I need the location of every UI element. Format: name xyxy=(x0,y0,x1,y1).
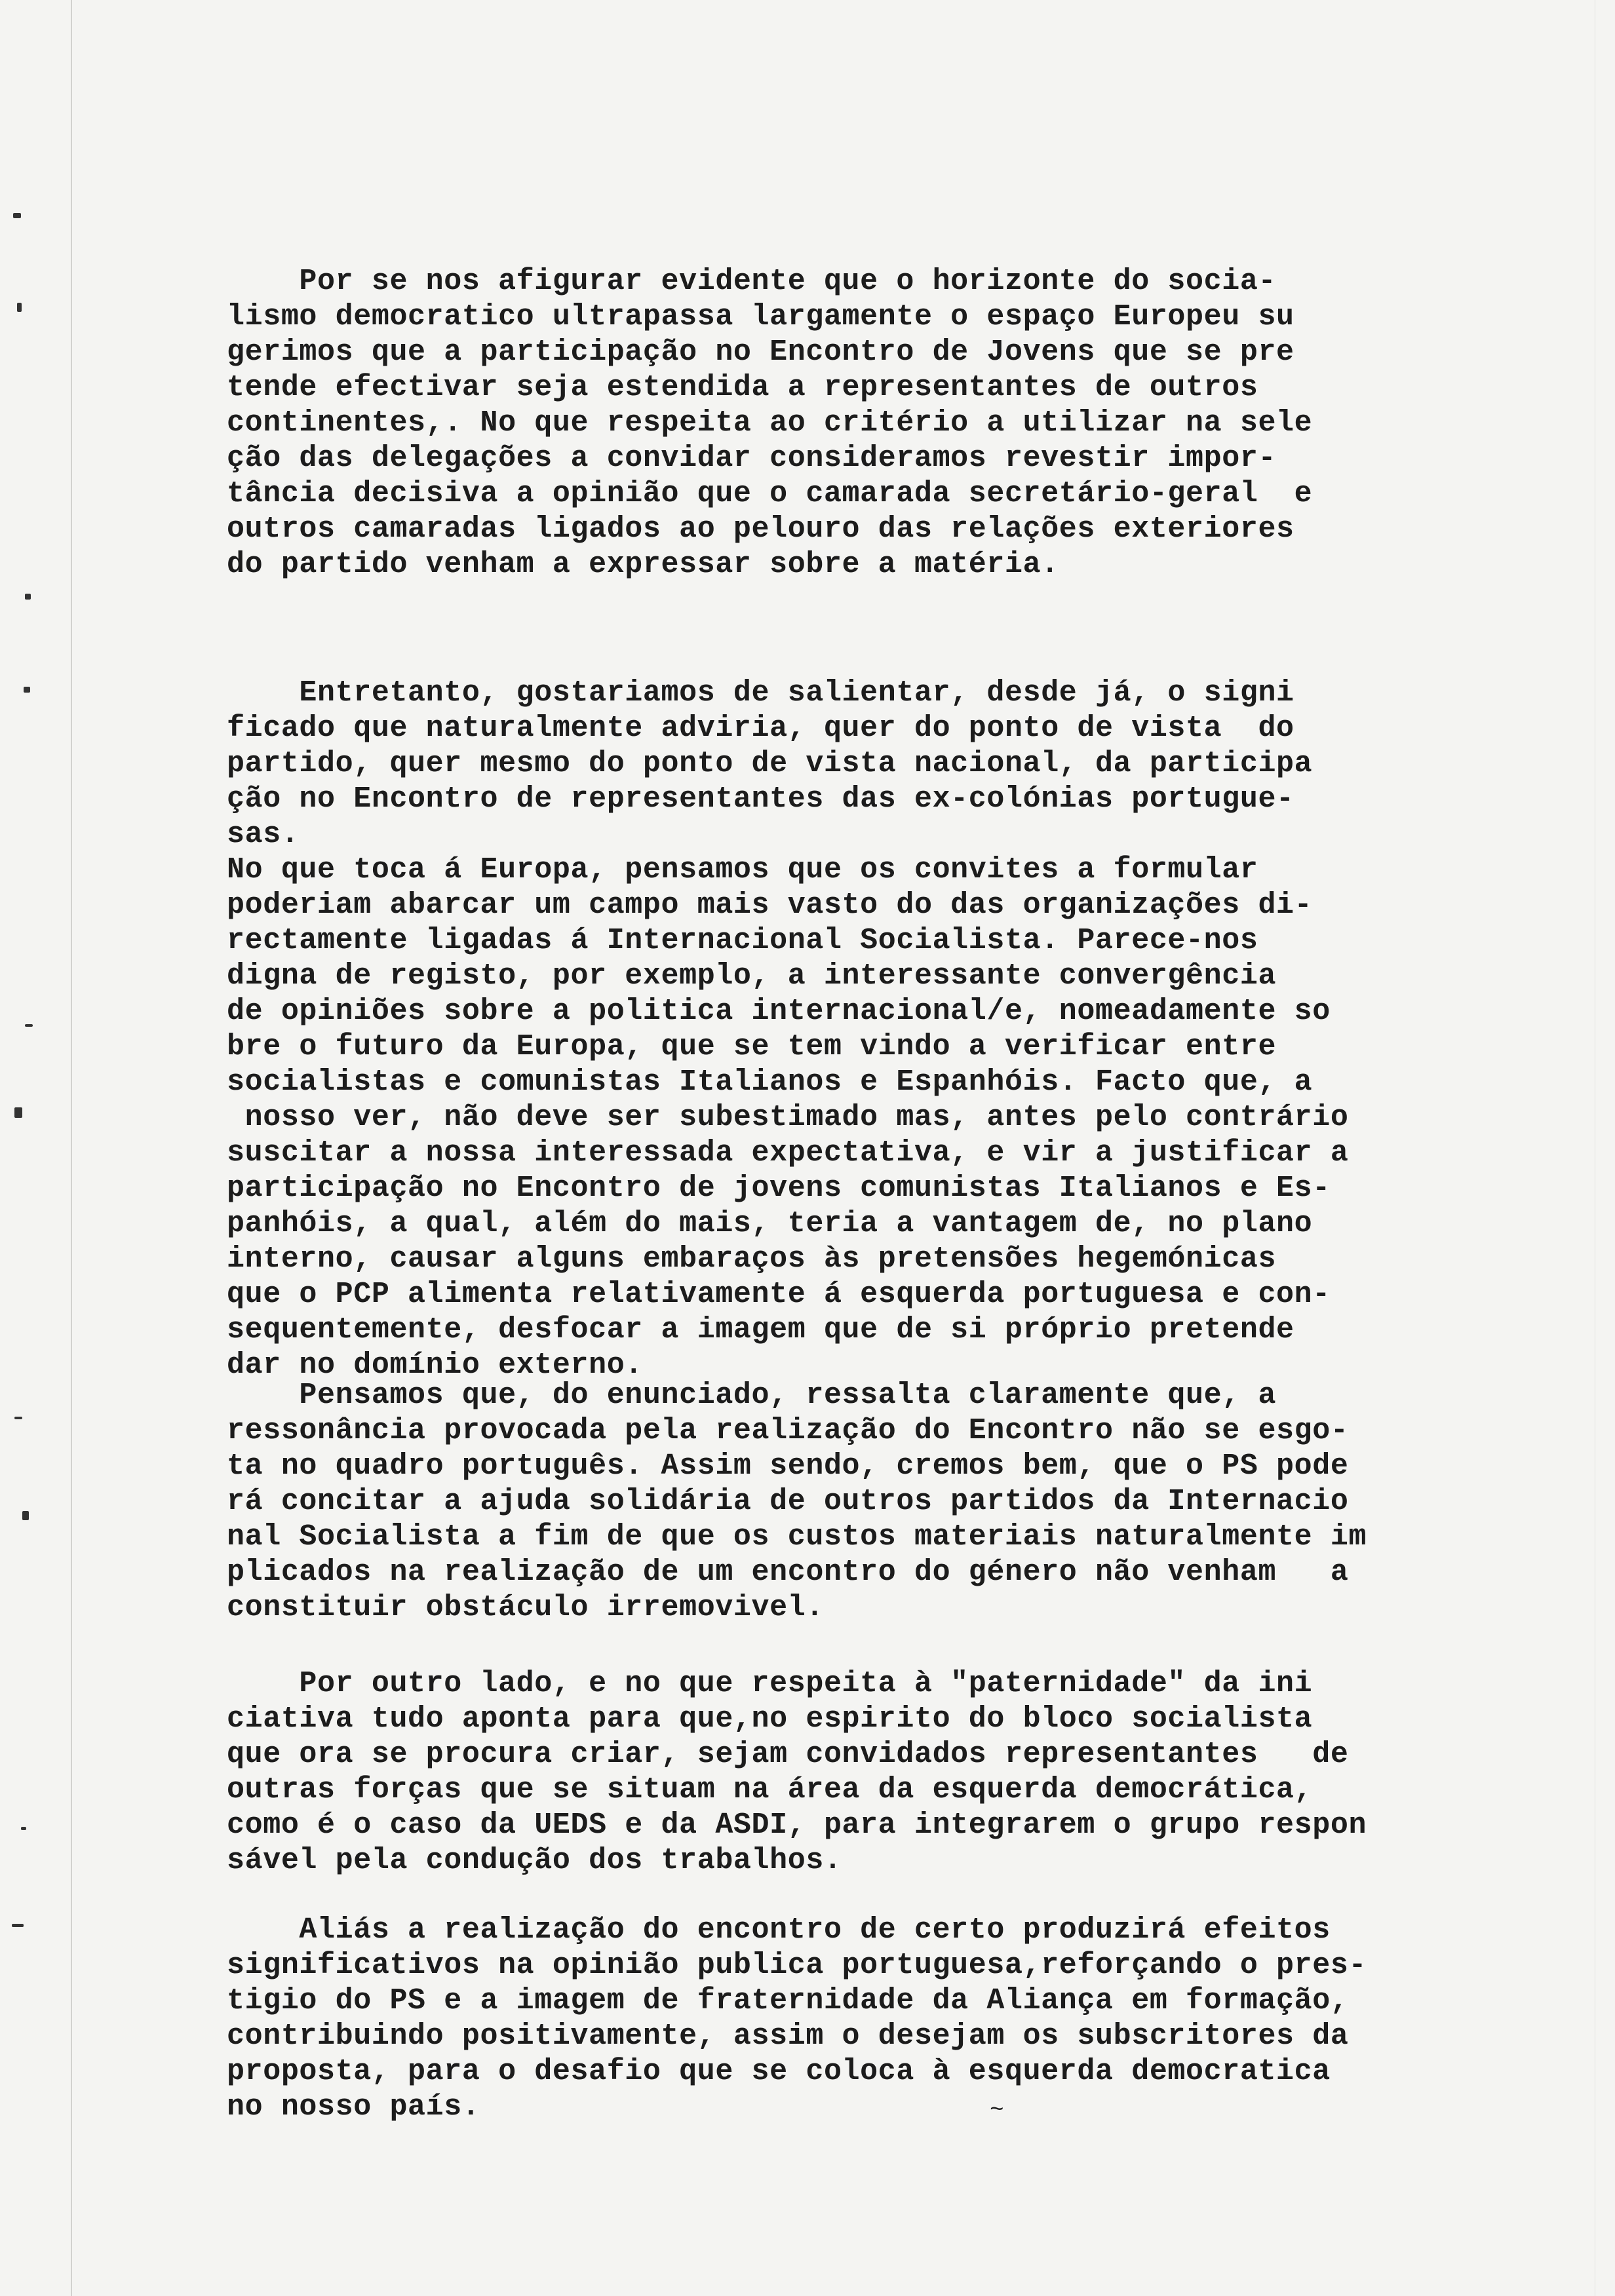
left-margin-line xyxy=(71,0,72,2296)
text-line: ciativa tudo aponta para que,no espirito do bloco socialista xyxy=(227,1702,1313,1736)
text-line: outros camaradas ligados ao pelouro das relações exteriores xyxy=(227,512,1294,546)
text-line: suscitar a nossa interessada expectativa, e vir a justificar a xyxy=(227,1136,1349,1170)
text-line: nal Socialista a fim de que os custos materiais naturalmente im xyxy=(227,1520,1367,1554)
margin-mark xyxy=(13,213,21,218)
text-line: partido, quer mesmo do ponto de vista nacional, da participa xyxy=(227,747,1313,780)
text-line: participação no Encontro de jovens comunistas Italianos e Es- xyxy=(227,1172,1331,1205)
text-line: bre o futuro da Europa, que se tem vindo a verificar entre xyxy=(227,1030,1277,1063)
margin-mark xyxy=(25,1024,33,1027)
text-line: poderiam abarcar um campo mais vasto do das organizações di- xyxy=(227,889,1313,922)
margin-mark xyxy=(21,1827,26,1830)
margin-mark xyxy=(12,1924,24,1927)
text-line: no nosso país. xyxy=(227,2090,480,2124)
margin-mark xyxy=(14,1107,22,1118)
text-line: ficado que naturalmente adviria, quer do ponto de vista do xyxy=(227,712,1294,745)
text-line: socialistas e comunistas Italianos e Espanhóis. Facto que, a xyxy=(227,1065,1313,1099)
text-line: outras forças que se situam na área da esquerda democrática, xyxy=(227,1773,1313,1807)
text-line: sas. xyxy=(227,818,300,851)
margin-mark xyxy=(24,687,30,693)
text-line: sável pela condução dos trabalhos. xyxy=(227,1844,842,1877)
text-line: digna de registo, por exemplo, a interessante convergência xyxy=(227,959,1277,993)
text-line: proposta, para o desafio que se coloca à esquerda democratica xyxy=(227,2055,1331,2088)
text-line: ção das delegações a convidar consideramos revestir impor- xyxy=(227,442,1277,475)
text-line: nosso ver, não deve ser subestimado mas, antes pelo contrário xyxy=(227,1101,1349,1134)
text-line: lismo democratico ultrapassa largamente o espaço Europeu su xyxy=(227,300,1294,334)
text-line: sequentemente, desfocar a imagem que de si próprio pretende xyxy=(227,1313,1294,1347)
text-line: ta no quadro português. Assim sendo, cremos bem, que o PS pode xyxy=(227,1449,1349,1483)
text-line: rá concitar a ajuda solidária de outros partidos da Internacio xyxy=(227,1485,1349,1518)
text-line: dar no domínio externo. xyxy=(227,1349,643,1382)
text-line: do partido venham a expressar sobre a matéria. xyxy=(227,548,1059,581)
text-line: gerimos que a participação no Encontro de Jovens que se pre xyxy=(227,335,1294,369)
text-line: No que toca á Europa, pensamos que os convites a formular xyxy=(227,853,1258,887)
text-line: ressonância provocada pela realização do Encontro não se esgo- xyxy=(227,1414,1349,1447)
tilde-mark: ~ xyxy=(990,2097,1004,2124)
text-line: rectamente ligadas á Internacional Socialista. Parece-nos xyxy=(227,924,1258,957)
text-line: continentes,. No que respeita ao critério a utilizar na sele xyxy=(227,406,1313,440)
text-line: Por outro lado, e no que respeita à "paternidade" da ini xyxy=(227,1667,1313,1700)
text-line: interno, causar alguns embaraços às pretensões hegemónicas xyxy=(227,1242,1277,1276)
margin-mark xyxy=(25,594,31,600)
text-line: constituir obstáculo irremovivel. xyxy=(227,1591,824,1624)
text-line: tende efectivar seja estendida a representantes de outros xyxy=(227,371,1258,404)
text-line: que ora se procura criar, sejam convidados representantes de xyxy=(227,1738,1349,1771)
text-line: de opiniões sobre a politica internacional/e, nomeadamente so xyxy=(227,995,1331,1028)
text-line: Por se nos afigurar evidente que o horizonte do socia- xyxy=(227,265,1277,298)
text-line: Pensamos que, do enunciado, ressalta claramente que, a xyxy=(227,1379,1277,1412)
text-line: ção no Encontro de representantes das ex-colónias portugue- xyxy=(227,782,1294,816)
margin-mark xyxy=(22,1511,29,1520)
text-line: tigio do PS e a imagem de fraternidade da Aliança em formação, xyxy=(227,1984,1349,2018)
text-line: panhóis, a qual, além do mais, teria a vantagem de, no plano xyxy=(227,1207,1313,1240)
margin-mark xyxy=(14,1417,22,1419)
text-line: contribuindo positivamente, assim o desejam os subscritores da xyxy=(227,2019,1349,2053)
text-line: como é o caso da UEDS e da ASDI, para integrarem o grupo respon xyxy=(227,1808,1367,1842)
text-line: Entretanto, gostariamos de salientar, desde já, o signi xyxy=(227,676,1294,710)
text-line: Aliás a realização do encontro de certo produzirá efeitos xyxy=(227,1913,1331,1947)
text-line: significativos na opinião publica portuguesa,reforçando o pres- xyxy=(227,1949,1367,1982)
text-line: tância decisiva a opinião que o camarada secretário-geral e xyxy=(227,477,1313,510)
text-line: que o PCP alimenta relativamente á esquerda portuguesa e con- xyxy=(227,1278,1331,1311)
text-line: plicados na realização de um encontro do género não venham a xyxy=(227,1556,1349,1589)
margin-mark xyxy=(17,303,22,312)
